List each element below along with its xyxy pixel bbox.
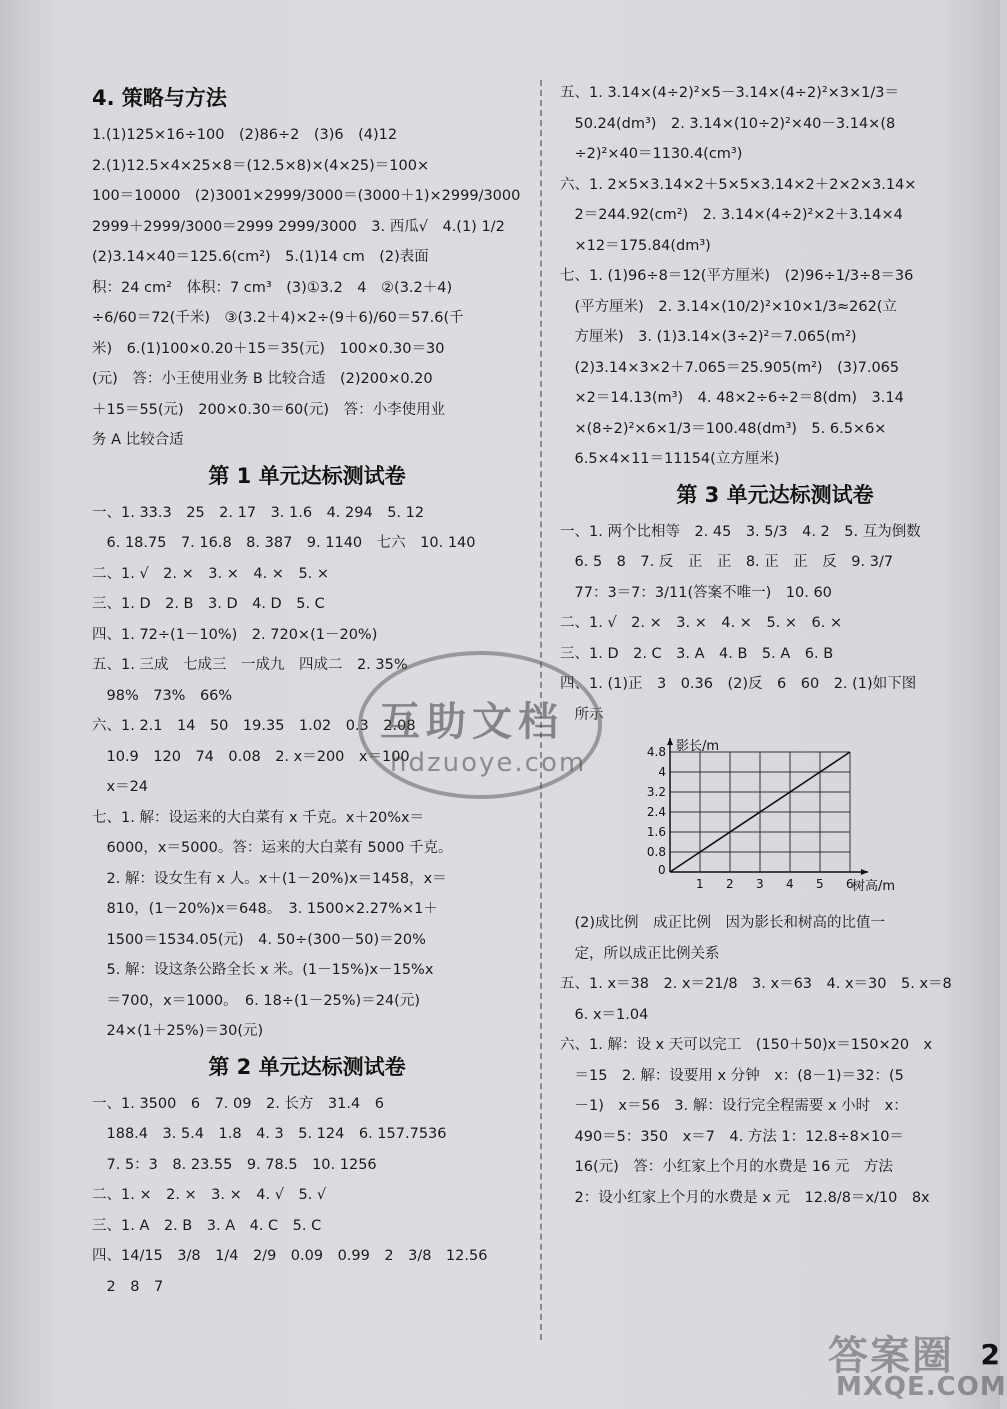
y-tick-label: 2.4 [646,805,666,819]
answer-line: 二、1. √ 2. × 3. × 4. × 5. × 6. × [560,615,843,631]
answer-line: 24×(1＋25%)＝30(元) [92,1023,264,1039]
x-tick-label: 5 [816,877,824,891]
answer-line: 5. 解：设这条公路全长 x 米。(1－15%)x－15%x [92,962,434,978]
y-axis-label: 影长/m [676,739,720,754]
answer-line: 五、1. 三成 七成三 一成九 四成二 2. 35% [92,657,408,673]
watermark-url: hdzuoye.com [390,748,587,778]
answer-line: 2 8 7 [92,1278,164,1295]
answer-line: ÷2)²×40＝1130.4(cm³) [560,146,743,162]
answer-line: ＋15＝55(元) 200×0.30＝60(元) 答：小李使用业 [92,401,446,418]
answer-line: 四、14/15 3/8 1/4 2/9 0.09 0.99 2 3/8 12.56 [92,1248,488,1264]
answer-line: 七、1. 解：设运来的大白菜有 x 千克。x＋20%x＝ [92,809,425,826]
x-axis-label: 树高/m [852,879,896,894]
answer-line: (2)3.14×40＝125.6(cm²) 5.(1)14 cm (2)表面 [92,249,429,265]
answer-line: 10.9 120 74 0.08 2. x＝200 x＝100 [92,748,410,765]
answer-line: 积：24 cm² 体积：7 cm³ (3)①3.2 4 ②(3.2＋4) [92,279,453,296]
unit3-answers-continued [560,908,990,1213]
answer-line: 所示 [560,706,604,723]
answer-line: 6.5×4×11＝11154(立方厘米) [560,451,780,467]
answer-line: 7. 5：3 8. 23.55 9. 78.5 10. 1256 [92,1156,377,1173]
corner-logo [818,1324,1007,1409]
answer-line: ×2＝14.13(m³) 4. 48×2÷6÷2＝8(dm) 3.14 [560,390,904,406]
unit2-answers-continued [560,78,990,475]
answer-line: (平方厘米) 2. 3.14×(10/2)²×10×1/3≈262(立 [560,298,897,315]
answer-line: 定，所以成正比例关系 [560,945,720,962]
answer-line: 810，(1－20%)x＝648。 3. 1500×2.27%×1＋ [92,901,438,917]
answer-line: 77：3＝7：3/11(答案不唯一) 10. 60 [560,584,832,601]
section-title-strategy: 4. 策略与方法 [92,86,227,110]
answer-line: 六、1. 2×5×3.14×2＋5×5×3.14×2＋2×2×3.14× [560,176,917,193]
answer-line: 米) 6.(1)100×0.20＋15＝35(元) 100×0.30＝30 [92,340,445,357]
strategy-answers [92,120,522,456]
page-number: 2 [980,1338,1000,1371]
answer-line: 100＝10000 (2)3001×2999/3000＝(3000＋1)×2999/3000 [92,188,521,204]
answer-line: 2999＋2999/3000＝2999 2999/3000 3. 西瓜√ 4.(1) 1/2 [92,218,505,235]
answer-line: －1) x＝56 3. 解：设行完全程需要 x 小时 x： [560,1098,908,1114]
corner-logo-text: 答案圈 [828,1333,954,1379]
shadow-height-graph [560,732,990,902]
answer-line: 四、1. 72÷(1－10%) 2. 720×(1－20%) [92,626,378,643]
answer-line: ×(8÷2)²×6×1/3＝100.48(dm³) 5. 6.5×6× [560,420,887,437]
answer-line: 二、1. × 2. × 3. × 4. √ 5. √ [92,1187,327,1203]
watermark-text: 互助文档 [380,699,564,745]
answer-line: 一、1. 33.3 25 2. 17 3. 1.6 4. 294 5. 12 [92,504,425,521]
x-axis-arrow-icon [861,869,868,875]
y-tick-label: 3.2 [646,785,666,799]
answer-line: (2)成比例 成正比例 因为影长和树高的比值一 [560,915,886,931]
answer-line: 五、1. x＝38 2. x＝21/8 3. x＝63 4. x＝30 5. x＝8 [560,976,952,992]
answer-line: 三、1. A 2. B 3. A 4. C 5. C [92,1217,322,1234]
y-tick-label: 4.8 [646,745,666,759]
answer-line: 2：设小红家上个月的水费是 x 元 12.8/8＝x/10 8x [560,1189,930,1206]
answer-line: ＝700，x＝1000。 6. 18÷(1－25%)＝24(元) [92,992,420,1009]
unit2-answers [92,1089,522,1303]
answer-line: 490＝5：350 x＝7 4. 方法 1：12.8÷8×10＝ [560,1128,904,1145]
y-tick-label: 1.6 [646,825,666,839]
answer-line: x＝24 [92,779,149,795]
answer-line: 50.24(dm³) 2. 3.14×(10÷2)²×40－3.14×(8 [560,115,896,132]
watermark-stamp [340,640,620,810]
answer-line: 三、1. D 2. B 3. D 4. D 5. C [92,596,325,612]
answer-line: 二、1. √ 2. × 3. × 4. × 5. × [92,565,330,582]
x-tick-label: 6 [846,877,854,891]
y-tick-label: 4 [658,765,666,779]
answer-line: 6. x＝1.04 [560,1006,649,1023]
answer-line: 188.4 3. 5.4 1.8 4. 3 5. 124 6. 157.7536 [92,1126,447,1142]
line-chart [630,732,896,902]
answer-line: 四、1. (1)正 3 0.36 (2)反 6 60 2. (1)如下图 [560,676,917,692]
answer-line: 2. 解：设女生有 x 人。x＋(1－20%)x＝1458，x＝ [92,870,447,887]
y-tick-label: 0.8 [646,845,666,859]
answer-line: (元) 答：小王使用业务 B 比较合适 (2)200×0.20 [92,371,433,387]
answer-line: 1.(1)125×16÷100 (2)86÷2 (3)6 (4)12 [92,127,398,143]
answer-line: ×12＝175.84(dm³) [560,237,711,254]
x-tick-label: 3 [756,877,764,891]
x-tick-label: 0 [658,863,666,877]
answer-line: 2＝244.92(cm²) 2. 3.14×(4÷2)²×2＋3.14×4 [560,207,903,223]
answer-line: 六、1. 解：设 x 天可以完工 (150＋50)x＝150×20 x [560,1037,933,1053]
answer-line: 16(元) 答：小红家上个月的水费是 16 元 方法 [560,1159,893,1175]
x-tick-label: 4 [786,877,794,891]
x-tick-label: 1 [696,877,704,891]
answer-line: 一、1. 3500 6 7. 09 2. 长方 31.4 6 [92,1095,384,1112]
answer-line: 98% 73% 66% [92,687,233,704]
x-tick-label: 2 [726,877,734,891]
section-title-unit3: 第 3 单元达标测试卷 [676,482,874,507]
answer-line: 2.(1)12.5×4×25×8＝(12.5×8)×(4×25)＝100× [92,157,430,174]
answer-line: ÷6/60＝72(千米) ③(3.2＋4)×2÷(9＋6)/60＝57.6(千 [92,310,464,326]
answer-line: ＝15 2. 解：设要用 x 分钟 x：(8－1)＝32：(5 [560,1067,904,1084]
unit3-answers [560,517,990,731]
answer-line: 6. 5 8 7. 反 正 正 8. 正 正 反 9. 3/7 [560,554,894,570]
y-axis-arrow-icon [667,738,673,745]
section-title-unit1: 第 1 单元达标测试卷 [208,463,406,488]
answer-line: 6000，x＝5000。答：运来的大白菜有 5000 千克。 [92,840,453,856]
answer-line: 三、1. D 2. C 3. A 4. B 5. A 6. B [560,645,834,662]
answer-line: 六、1. 2.1 14 50 19.35 1.02 0.3 2.08 [92,718,416,734]
answer-line: 一、1. 两个比相等 2. 45 3. 5/3 4. 2 5. 互为倒数 [560,523,921,540]
answer-line: 五、1. 3.14×(4÷2)²×5－3.14×(4÷2)²×3×1/3＝ [560,85,900,101]
answer-line: 6. 18.75 7. 16.8 8. 387 9. 1140 七六 10. 140 [92,535,476,551]
corner-logo-url: MXQE.COM [836,1372,1007,1402]
answer-line: 务 A 比较合适 [92,432,184,448]
answer-line: 1500＝1534.05(元) 4. 50÷(300－50)＝20% [92,931,426,948]
section-title-unit2: 第 2 单元达标测试卷 [208,1054,406,1079]
answer-line: 七、1. (1)96÷8＝12(平方厘米) (2)96÷1/3÷8＝36 [560,268,914,284]
right-column [560,78,990,1213]
answer-line: 方厘米) 3. (1)3.14×(3÷2)²＝7.065(m²) [560,329,857,345]
answer-line: (2)3.14×3×2＋7.065＝25.905(m²) (3)7.065 [560,359,900,376]
